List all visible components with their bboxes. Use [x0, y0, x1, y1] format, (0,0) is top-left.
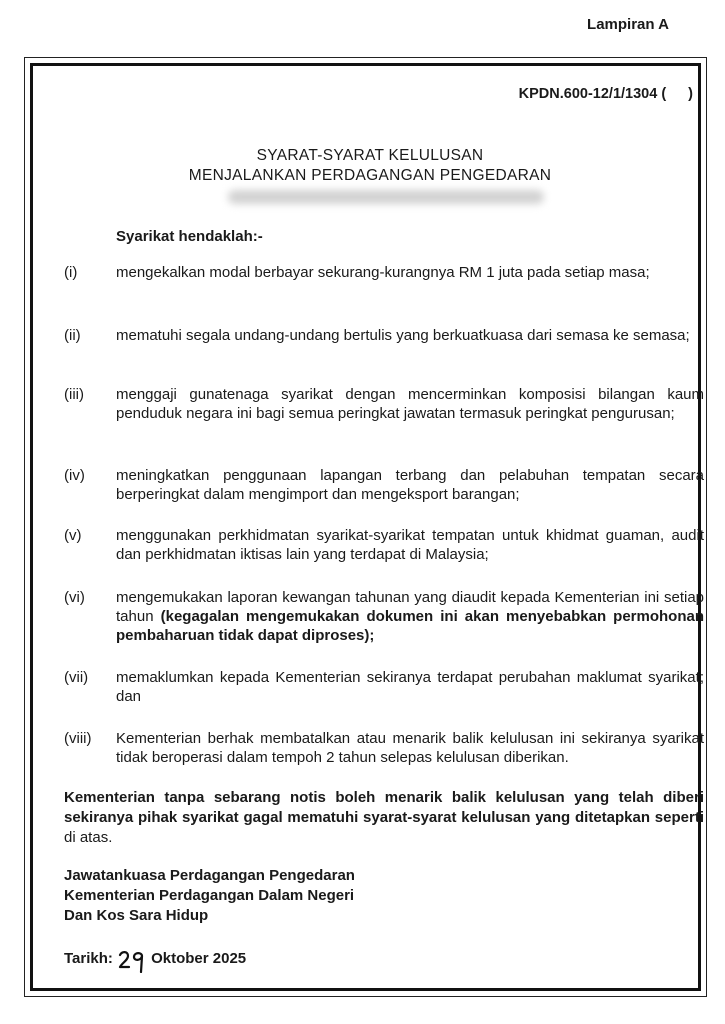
item-text: memaklumkan kepada Kementerian sekiranya terdapat perubahan maklumat syarikat; dan: [116, 669, 704, 705]
title-line-1: SYARAT-SYARAT KELULUSAN: [256, 147, 484, 164]
item-number: (i): [64, 264, 78, 281]
item-text-normal: mengemukakan laporan kewangan tahunan yang diaudit kepada Kementerian ini setiap tahun: [116, 589, 704, 625]
item-text: [116, 588, 704, 645]
condition-item: [64, 668, 704, 706]
notice-bold-text: Kementerian tanpa sebarang notis boleh menarik balik kelulusan yang telah diberi sekiranya pihak syarikat gagal mematuhi syarat-syarat kelulusan yang ditetapkan seperti: [64, 789, 704, 826]
item-text: mematuhi segala undang-undang bertulis yang berkuatkuasa dari semasa ke semasa;: [116, 327, 690, 344]
handwritten-day-mark: [117, 947, 151, 973]
signature-line-3: Dan Kos Sara Hidup: [64, 907, 209, 924]
date-month-year: Oktober 2025: [151, 950, 247, 967]
reference-number: [519, 86, 693, 102]
item-number: (iv): [64, 467, 85, 484]
document-title: [60, 146, 680, 186]
condition-item: [64, 588, 704, 645]
item-text: menggunakan perkhidmatan syarikat-syarikat tempatan untuk khidmat guaman, audit dan perkhidmatan iktisas lain yang terdapat di Malaysia;: [116, 527, 704, 563]
item-text: Kementerian berhak membatalkan atau menarik balik kelulusan ini sekiranya syarikat tidak beroperasi dalam tempoh 2 tahun selepas kelulusan diberikan.: [116, 730, 704, 766]
condition-item: [64, 263, 704, 282]
item-number: (viii): [64, 730, 92, 747]
item-number: (vii): [64, 669, 89, 686]
item-text-bold: (kegagalan mengemukakan dokumen ini akan menyebabkan permohonan pembaharuan tidak dapat diproses);: [116, 608, 705, 644]
item-number: (vi): [64, 589, 85, 606]
item-text: mengekalkan modal berbayar sekurang-kurangnya RM 1 juta pada setiap masa;: [116, 264, 650, 281]
condition-item: [64, 385, 704, 423]
redacted-company-name: [228, 190, 544, 204]
condition-item: [64, 526, 704, 564]
reference-close: ): [688, 86, 693, 102]
date-label: Tarikh:: [64, 950, 113, 967]
condition-item: [64, 729, 704, 767]
condition-item: [64, 326, 704, 345]
item-text: menggaji gunatenaga syarikat dengan mencerminkan komposisi bilangan kaum penduduk negara ini bagi semua peringkat jawatan termasuk peringkat pengurusan;: [116, 386, 704, 422]
item-number: (ii): [64, 327, 81, 344]
item-text: meningkatkan penggunaan lapangan terbang dan pelabuhan tempatan secara berperingkat dalam mengimport dan mengeksport barangan;: [116, 467, 704, 503]
signature-line-1: Jawatankuasa Perdagangan Pengedaran: [64, 867, 355, 884]
signature-line-2: Kementerian Perdagangan Dalam Negeri: [64, 887, 355, 904]
reference-code: KPDN.600-12/1/1304 (: [518, 86, 667, 102]
item-number: (iii): [64, 386, 84, 403]
title-line-2: MENJALANKAN PERDAGANGAN PENGEDARAN: [188, 167, 552, 184]
condition-item: [64, 466, 704, 504]
attachment-label: Lampiran A: [587, 16, 669, 33]
signature-block: [64, 866, 355, 926]
item-number: (v): [64, 527, 82, 544]
intro-text: Syarikat hendaklah:-: [116, 228, 263, 245]
revocation-notice: [64, 788, 704, 848]
notice-normal-text: di atas.: [64, 829, 113, 846]
date-line: [64, 947, 246, 973]
